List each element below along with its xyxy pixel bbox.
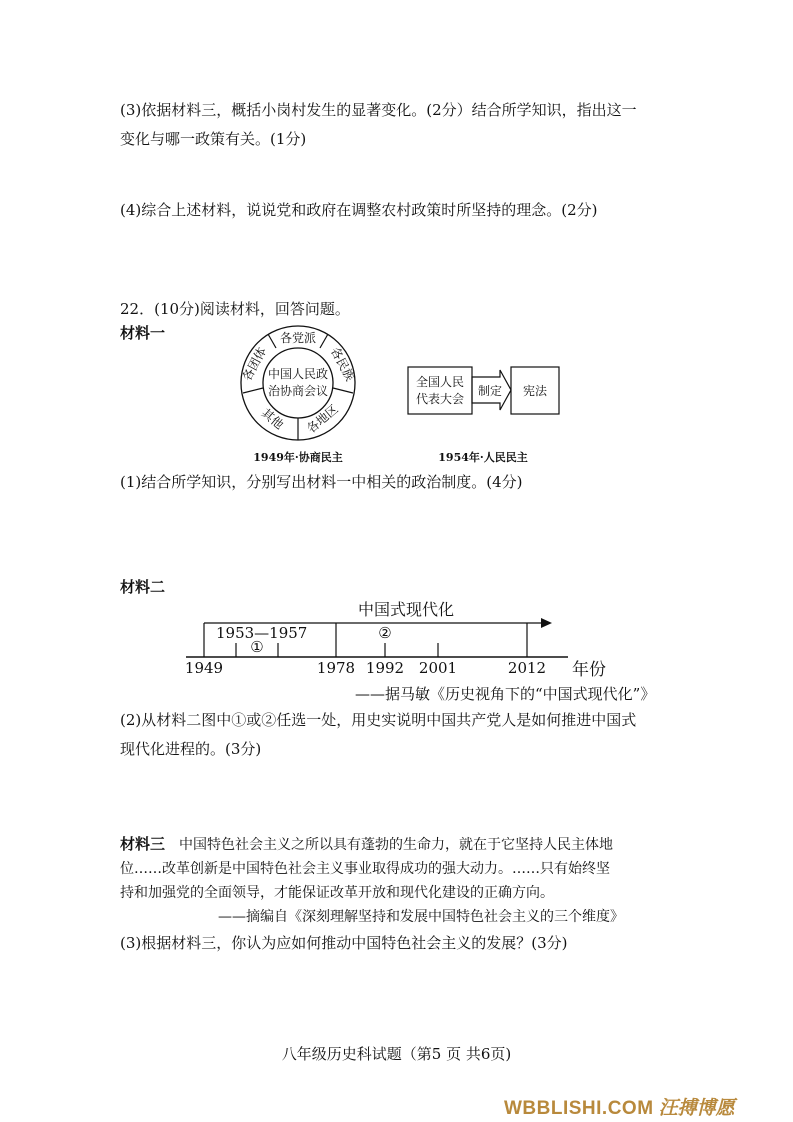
q22-part3: (3)根据材料三，你认为应如何推动中国特色社会主义的发展？(3分): [120, 934, 568, 952]
flow-box1-line2: 代表大会: [415, 392, 465, 406]
q21-part3-line1: (3)依据材料三，概括小岗村发生的显著变化。(2分）结合所学知识，指出这一: [120, 101, 637, 119]
timeline-year-2012: 2012: [507, 659, 547, 677]
q21-part3-line2: 变化与哪一政策有关。(1分): [120, 130, 307, 148]
timeline-year-1949: 1949: [184, 659, 224, 677]
segment-top: 各党派: [279, 331, 317, 345]
material-3-line2: 位……改革创新是中国特色社会主义事业取得成功的强大动力。……只有始终坚: [120, 861, 610, 877]
watermark-brand: 汪搏博愿: [658, 1097, 735, 1119]
watermark-site: WBBLISHI.COM: [504, 1098, 654, 1119]
timeline-year-1992: 1992: [365, 659, 405, 677]
flow-box1-line1: 全国人民: [415, 375, 465, 389]
q22-part2: [120, 706, 680, 764]
material-3: [120, 832, 680, 905]
material-2-label: 材料二: [120, 578, 166, 596]
watermark: [504, 1093, 735, 1120]
flow-caption: 1954年·人民民主: [438, 451, 528, 464]
segment-left: 各团体: [239, 344, 270, 384]
q22-part2-line2: 现代化进程的。(3分): [120, 740, 262, 758]
q21-part3: [120, 96, 680, 154]
timeline-diagram: [180, 595, 620, 685]
timeline-year-2001: 2001: [418, 659, 458, 677]
circle-center-line2: 治协商会议: [267, 384, 329, 398]
material-3-line3: 持和加强党的全面领导，才能保证改革开放和现代化建设的正确方向。: [120, 885, 554, 901]
q22-heading: 22．(10分)阅读材料，回答问题。: [120, 300, 350, 318]
material-2-source: ——据马敏《历史视角下的“中国式现代化”》: [355, 685, 656, 703]
circle-center-line1: 中国人民政: [267, 367, 329, 381]
material-3-source: ——摘编自《深刻理解坚持和发展中国特色社会主义的三个维度》: [218, 909, 624, 925]
q22-part1: (1)结合所学知识，分别写出材料一中相关的政治制度。(4分): [120, 473, 523, 491]
timeline-marker-1: ①: [250, 638, 264, 656]
timeline-span-label: 1953—1957: [216, 624, 308, 642]
segment-bottom-left: 其他: [258, 405, 287, 433]
material-3-label: 材料三: [120, 835, 166, 853]
npc-flow-diagram: [408, 367, 559, 464]
timeline-year-1978: 1978: [316, 659, 356, 677]
cppcc-circle-diagram: [239, 326, 357, 464]
circle-caption: 1949年·协商民主: [253, 451, 343, 464]
material-3-line1: 中国特色社会主义之所以具有蓬勃的生命力，就在于它坚持人民主体地: [179, 837, 614, 853]
material-1-diagrams: [210, 325, 580, 470]
q21-part4: (4)综合上述材料，说说党和政府在调整农村政策时所坚持的理念。(2分): [120, 201, 598, 219]
segment-right: 各民族: [327, 344, 358, 384]
timeline-marker-2: ②: [378, 624, 392, 642]
flow-arrow-label: 制定: [477, 384, 503, 398]
timeline-axis-unit: 年份: [572, 660, 606, 680]
page-footer: 八年级历史科试题（第5 页 共6页): [281, 1045, 512, 1063]
material-1-label: 材料一: [120, 324, 166, 342]
segment-bottom-right: 各地区: [304, 401, 341, 436]
q22-part2-line1: (2)从材料二图中①或②任选一处，用史实说明中国共产党人是如何推进中国式: [120, 711, 637, 729]
flow-box2: 宪法: [522, 384, 548, 398]
timeline-title: 中国式现代化: [358, 600, 455, 619]
